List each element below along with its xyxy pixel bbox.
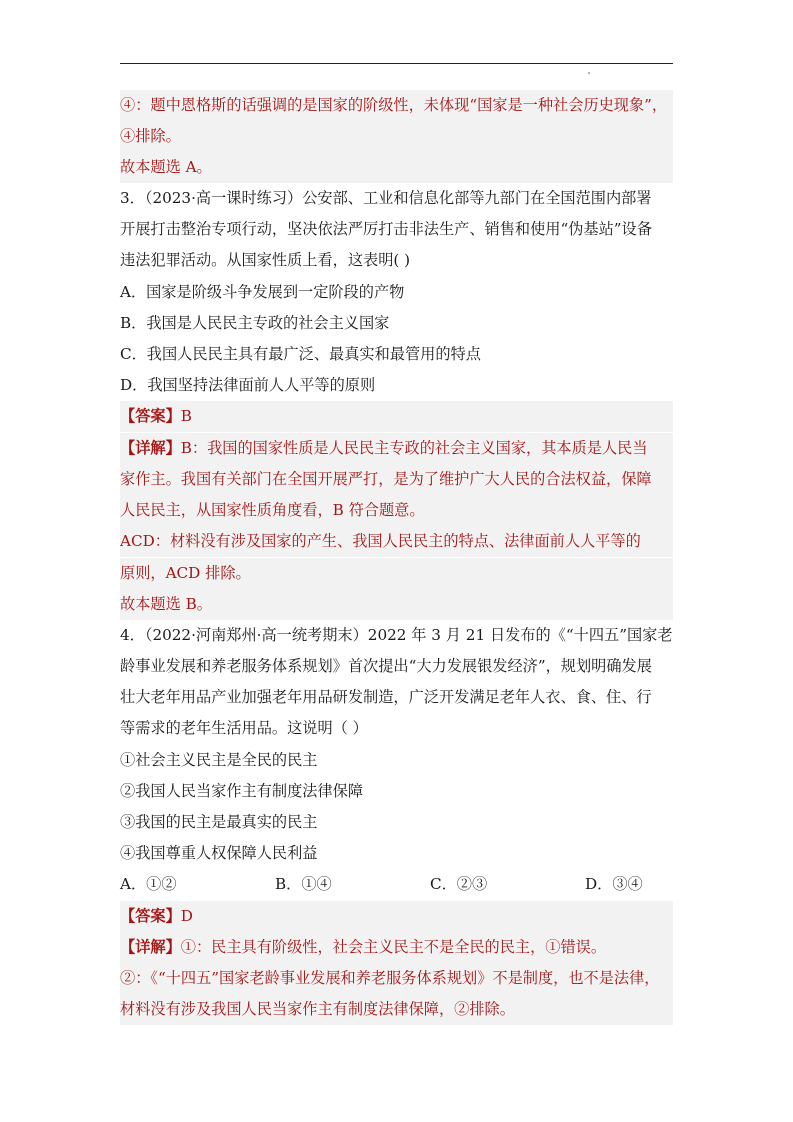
q3-answer [120,401,673,432]
explain-text: B：我国的国家性质是人民民主专政的社会主义国家，其本质是人民当 [180,439,648,457]
q3-explain-line: ACD：材料没有涉及国家的产生、我国人民民主的特点、法律面前人人平等的 [120,526,673,557]
q4-choice-b: B．①④ [275,875,332,893]
q3-stem-line: 3．（2023·高一课时练习）公安部、工业和信息化部等九部门在全国范围内部署 [120,189,652,207]
q4-choice-c: C．②③ [430,875,488,893]
q4-choice-d: D．③④ [585,875,643,893]
q3-explain-line: 原则，ACD 排除。 [120,558,673,589]
explain-text: ①：民主具有阶级性，社会主义民主不是全民的民主，①错误。 [180,938,606,956]
explain-label: 【详解】 [120,938,181,956]
answer-label: 【答案】 [120,407,181,425]
answer-label: 【答案】 [120,907,181,925]
header-dot [588,72,590,74]
q3-option-c: C．我国人民民主具有最广泛、最真实和最管用的特点 [120,345,481,363]
q4-statement-4: ④我国尊重人权保障人民利益 [120,844,318,862]
q4-stem-line: 4．（2022·河南郑州·高一统考期末）2022 年 3 月 21 日发布的《“十四五”国家老 [120,626,673,644]
answer-value: B [180,407,192,425]
header-rule [120,63,673,64]
answer-value: D [180,907,193,925]
q2-explain-line: ④排除。 [120,121,673,152]
q3-explain-line: 家作主。我国有关部门在全国开展严打，是为了维护广大人民的合法权益，保障 [120,464,673,495]
q3-stem-line: 违法犯罪活动。从国家性质上看，这表明( ) [120,251,411,269]
q3-option-d: D．我国坚持法律面前人人平等的原则 [120,376,376,394]
q4-choices [120,869,673,900]
q4-statement-3: ③我国的民主是最真实的民主 [120,813,318,831]
q4-choice-a: A．①② [120,875,177,893]
explain-label: 【详解】 [120,439,181,457]
q4-stem-line: 壮大老年用品产业加强老年用品研发制造，广泛开发满足老年人衣、食、住、行 [120,688,652,706]
q4-stem-line: 等需求的老年生活用品。这说明（ ） [120,719,368,737]
q4-explain-line [120,932,673,963]
q3-stem-line: 开展打击整治专项行动，坚决依法严厉打击非法生产、销售和使用“伪基站”设备 [120,220,652,238]
q4-answer [120,901,673,932]
q4-statement-2: ②我国人民当家作主有制度法律保障 [120,782,363,800]
q4-stem-line: 龄事业发展和养老服务体系规划》首次提出“大力发展银发经济”，规划明确发展 [120,657,652,675]
q3-explain-line: 人民民主，从国家性质角度看，B 符合题意。 [120,495,673,526]
q3-option-b: B．我国是人民民主专政的社会主义国家 [120,314,390,332]
q2-conclusion: 故本题选 A。 [120,152,673,183]
q4-statement-1: ①社会主义民主是全民的民主 [120,751,318,769]
q3-conclusion: 故本题选 B。 [120,589,673,620]
q3-option-a: A．国家是阶级斗争发展到一定阶段的产物 [120,283,405,301]
q4-explain-line: 材料没有涉及我国人民当家作主有制度法律保障，②排除。 [120,994,673,1025]
q4-explain-line: ②：《“十四五”国家老龄事业发展和养老服务体系规划》不是制度，也不是法律， [120,963,673,994]
q2-explain-line: ④：题中恩格斯的话强调的是国家的阶级性，未体现“国家是一种社会历史现象”， [120,90,673,121]
q3-explain-line [120,433,673,464]
